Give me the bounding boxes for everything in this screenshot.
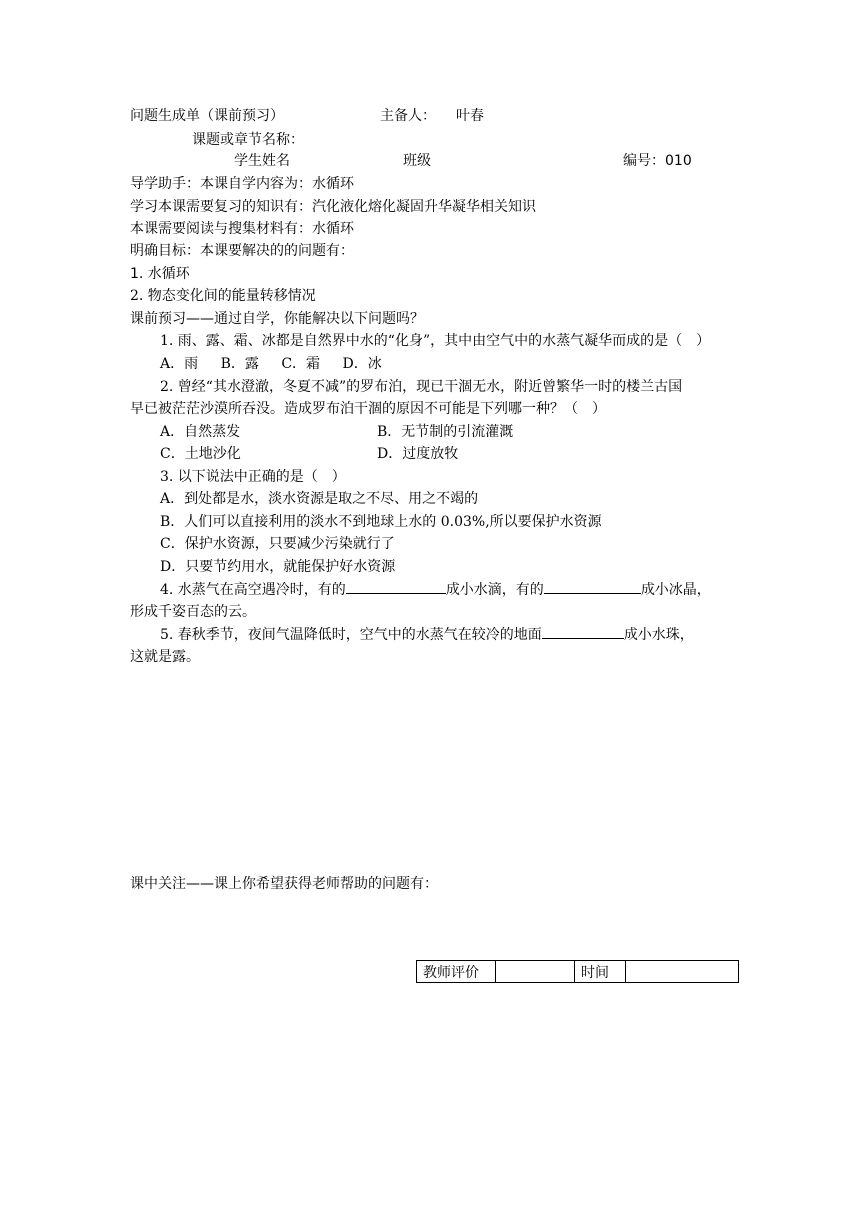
question-2-line-1: 2. 曾经“其水澄澈，冬夏不减”的罗布泊，现已干涸无水，附近曾繁华一时的楼兰古国 bbox=[160, 379, 683, 395]
option: D．冰 bbox=[342, 356, 382, 372]
goals-label: 明确目标：本课要解决的的问题有： bbox=[130, 243, 354, 259]
review-line: 学习本课需要复习的知识有：汽化液化熔化凝固升华凝华相关知识 bbox=[130, 199, 536, 215]
option: B．露 bbox=[220, 356, 259, 372]
question-5-text: 5. 春秋季节，夜间气温降低时，空气中的水蒸气在较冷的地面 bbox=[160, 627, 542, 643]
question-3: 3. 以下说法中正确的是（ ） bbox=[160, 469, 346, 485]
evaluation-table bbox=[416, 960, 739, 983]
question-4 bbox=[160, 579, 711, 600]
question-5 bbox=[160, 624, 694, 645]
option: C．霜 bbox=[281, 356, 321, 372]
question-4-text: 成小水滴，有的 bbox=[445, 582, 544, 598]
reading-line: 本课需要阅读与搜集材料有：水循环 bbox=[130, 221, 354, 237]
in-class-heading: 课中关注——课上你希望获得老师帮助的问题有： bbox=[130, 876, 438, 892]
student-name-label: 学生姓名 bbox=[234, 153, 290, 169]
fill-blank[interactable] bbox=[542, 624, 624, 639]
question-5-text: 成小水珠， bbox=[623, 627, 694, 643]
option: B．无节制的引流灌溉 bbox=[377, 424, 514, 440]
number-label: 编号：010 bbox=[623, 153, 692, 169]
question-4-text: 成小冰晶， bbox=[640, 582, 711, 598]
time-field[interactable] bbox=[626, 961, 739, 983]
fill-blank[interactable] bbox=[346, 579, 446, 594]
teacher-eval-field[interactable] bbox=[496, 961, 575, 983]
question-2-line-2: 早已被茫茫沙漠所吞没。造成罗布泊干涸的原因不可能是下列哪一种？（ ） bbox=[130, 401, 606, 417]
option: A．自然蒸发 bbox=[160, 424, 241, 440]
question-4-text: 4. 水蒸气在高空遇冷时，有的 bbox=[160, 582, 346, 598]
question-1: 1. 雨、露、霜、冰都是自然界中水的“化身”，其中由空气中的水蒸气凝华而成的是（ ） bbox=[160, 333, 711, 349]
preparer-label: 主备人： bbox=[380, 108, 436, 124]
fill-blank[interactable] bbox=[544, 579, 641, 594]
preview-heading: 课前预习——通过自学，你能解决以下问题吗？ bbox=[130, 311, 424, 327]
option: A．到处都是水，淡水资源是取之不尽、用之不竭的 bbox=[160, 491, 479, 507]
question-1-options bbox=[160, 354, 382, 374]
goal-item: 2. 物态变化间的能量转移情况 bbox=[130, 288, 316, 304]
option: B．人们可以直接利用的淡水不到地球上水的 0.03%,所以要保护水资源 bbox=[160, 514, 602, 530]
option: C．土地沙化 bbox=[160, 446, 241, 462]
class-label: 班级 bbox=[403, 153, 431, 169]
option: A．雨 bbox=[160, 356, 199, 372]
time-label: 时间 bbox=[575, 961, 626, 983]
question-5-line-2: 这就是露。 bbox=[130, 649, 200, 665]
preparer-name: 叶春 bbox=[456, 108, 484, 124]
teacher-eval-label: 教师评价 bbox=[417, 961, 496, 983]
question-4-line-2: 形成千姿百态的云。 bbox=[130, 604, 256, 620]
doc-title: 问题生成单（课前预习） bbox=[130, 108, 284, 124]
option: D．只要节约用水，就能保护好水资源 bbox=[160, 559, 396, 575]
option: D．过度放牧 bbox=[377, 446, 459, 462]
self-study-line: 导学助手：本课自学内容为：水循环 bbox=[130, 176, 354, 192]
option: C．保护水资源，只要减少污染就行了 bbox=[160, 536, 395, 552]
goal-item: 1. 水循环 bbox=[130, 266, 190, 282]
chapter-label: 课题或章节名称： bbox=[192, 132, 304, 148]
